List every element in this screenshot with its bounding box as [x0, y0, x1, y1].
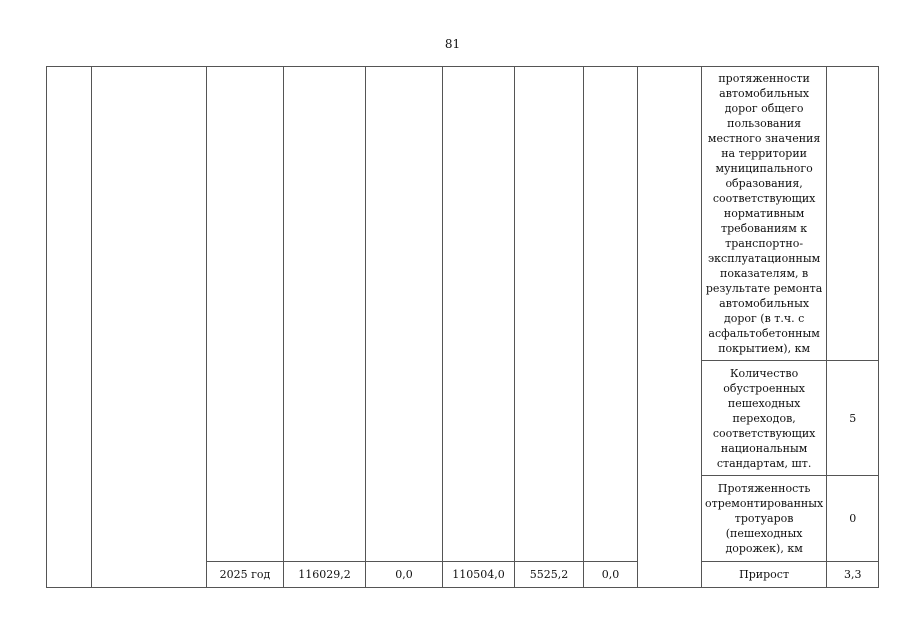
- empty-cell-year: [207, 67, 284, 562]
- indicator-value: 3,3: [827, 562, 879, 588]
- page-number: 81: [444, 37, 461, 51]
- funding-cell-d: 5525,2: [515, 562, 584, 588]
- program-table: [46, 66, 879, 588]
- indicator-name: Протяженность отремонтированных тротуаров (пешеходных дорожек), км: [705, 482, 824, 555]
- funding-cell-e: 0,0: [584, 562, 638, 588]
- empty-cell-name: [92, 67, 207, 588]
- funding-cell-b: 0,0: [366, 562, 443, 588]
- indicator-name: протяженности автомобильных дорог общего пользования местного значения на территории муниципального образования, соответствующих нормативным требованиям к транспортно-эксплуатационным показателям, в результате ремонта автомобильных дорог (в т.ч. с асфальтобетонным покрытием), км: [705, 72, 823, 355]
- total-funding-cell: 116029,2: [284, 562, 366, 588]
- indicator-name-cell: [702, 361, 827, 476]
- indicator-name: Количество обустроенных пешеходных переходов, соответствующих национальным стандартам, шт.: [712, 366, 816, 470]
- table-row: [47, 67, 879, 361]
- indicator-name-cell: [702, 67, 827, 361]
- indicator-name-cell: [702, 562, 827, 588]
- indicator-value: 0: [827, 476, 879, 562]
- empty-cell-d: [515, 67, 584, 562]
- empty-cell-number: [47, 67, 92, 588]
- year-cell: 2025 год: [207, 562, 284, 588]
- funding-cell-c: 110504,0: [443, 562, 515, 588]
- empty-cell-e: [584, 67, 638, 562]
- empty-cell-total: [284, 67, 366, 562]
- indicator-value: 5: [827, 361, 879, 476]
- indicator-name-cell: [702, 476, 827, 562]
- empty-cell-executor: [638, 67, 702, 588]
- indicator-name: Прирост: [739, 568, 790, 581]
- empty-cell-b: [366, 67, 443, 562]
- indicator-value: [827, 67, 879, 361]
- program-table-frame: [46, 66, 879, 588]
- empty-cell-c: [443, 67, 515, 562]
